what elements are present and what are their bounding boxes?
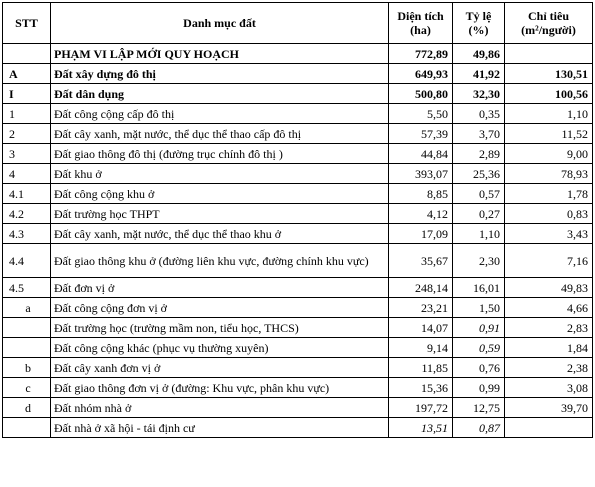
cell-stt: 4.4 [3, 244, 51, 278]
cell-category: Đất trường học (trường mầm non, tiểu học, THCS) [51, 318, 389, 338]
cell-area: 649,93 [389, 64, 453, 84]
cell-stt: c [3, 378, 51, 398]
cell-area: 17,09 [389, 224, 453, 244]
cell-stt: I [3, 84, 51, 104]
cell-ratio: 0,57 [453, 184, 505, 204]
cell-stt: 4.2 [3, 204, 51, 224]
table-row [3, 298, 593, 318]
table-row [3, 378, 593, 398]
header-norm: Chỉ tiêu (m²/người) [505, 3, 593, 44]
cell-stt: a [3, 298, 51, 318]
cell-norm: 49,83 [505, 278, 593, 298]
cell-norm [505, 44, 593, 64]
table-row [3, 278, 593, 298]
cell-category: Đất giao thông đơn vị ở (đường: Khu vực, phân khu vực) [51, 378, 389, 398]
cell-ratio: 1,10 [453, 224, 505, 244]
cell-ratio: 0,76 [453, 358, 505, 378]
cell-area: 44,84 [389, 144, 453, 164]
cell-norm: 3,08 [505, 378, 593, 398]
cell-area: 13,51 [389, 418, 453, 438]
header-ratio: Tỷ lệ (%) [453, 3, 505, 44]
cell-norm [505, 418, 593, 438]
cell-norm: 9,00 [505, 144, 593, 164]
table-row [3, 144, 593, 164]
cell-category: Đất công cộng đơn vị ở [51, 298, 389, 318]
cell-ratio: 2,89 [453, 144, 505, 164]
cell-category: Đất công cộng cấp đô thị [51, 104, 389, 124]
cell-area: 197,72 [389, 398, 453, 418]
cell-area: 5,50 [389, 104, 453, 124]
cell-stt: 1 [3, 104, 51, 124]
cell-category: Đất nhà ở xã hội - tái định cư [51, 418, 389, 438]
cell-area: 772,89 [389, 44, 453, 64]
table-row [3, 338, 593, 358]
cell-ratio: 32,30 [453, 84, 505, 104]
table-row [3, 104, 593, 124]
cell-ratio: 0,27 [453, 204, 505, 224]
cell-area: 35,67 [389, 244, 453, 278]
cell-stt: 4 [3, 164, 51, 184]
cell-category: Đất công cộng khu ở [51, 184, 389, 204]
cell-norm: 130,51 [505, 64, 593, 84]
cell-category: Đất khu ở [51, 164, 389, 184]
cell-norm: 39,70 [505, 398, 593, 418]
cell-norm: 7,16 [505, 244, 593, 278]
cell-area: 500,80 [389, 84, 453, 104]
cell-stt: 4.3 [3, 224, 51, 244]
table-row [3, 124, 593, 144]
cell-norm: 11,52 [505, 124, 593, 144]
land-use-table [2, 2, 593, 438]
cell-norm: 1,78 [505, 184, 593, 204]
cell-category: Đất cây xanh, mặt nước, thể dục thể thao khu ở [51, 224, 389, 244]
header-row [3, 3, 593, 44]
cell-norm: 78,93 [505, 164, 593, 184]
cell-norm: 2,38 [505, 358, 593, 378]
cell-stt: 3 [3, 144, 51, 164]
cell-stt [3, 44, 51, 64]
cell-area: 8,85 [389, 184, 453, 204]
cell-area: 15,36 [389, 378, 453, 398]
cell-category: Đất trường học THPT [51, 204, 389, 224]
cell-category: Đất cây xanh, mặt nước, thể dục thể thao cấp đô thị [51, 124, 389, 144]
table-row [3, 418, 593, 438]
cell-category: Đất giao thông khu ở (đường liên khu vực, đường chính khu vực) [51, 244, 389, 278]
cell-stt [3, 318, 51, 338]
table-row [3, 318, 593, 338]
table-row [3, 44, 593, 64]
cell-ratio: 49,86 [453, 44, 505, 64]
cell-category: Đất đơn vị ở [51, 278, 389, 298]
cell-ratio: 0,59 [453, 338, 505, 358]
cell-norm: 1,84 [505, 338, 593, 358]
cell-ratio: 0,35 [453, 104, 505, 124]
header-area: Diện tích (ha) [389, 3, 453, 44]
cell-area: 4,12 [389, 204, 453, 224]
cell-category: Đất xây dựng đô thị [51, 64, 389, 84]
cell-category: Đất dân dụng [51, 84, 389, 104]
cell-stt: b [3, 358, 51, 378]
cell-stt [3, 338, 51, 358]
cell-ratio: 2,30 [453, 244, 505, 278]
header-stt: STT [3, 3, 51, 44]
cell-category: Đất giao thông đô thị (đường trục chính đô thị ) [51, 144, 389, 164]
cell-area: 248,14 [389, 278, 453, 298]
cell-area: 11,85 [389, 358, 453, 378]
cell-ratio: 3,70 [453, 124, 505, 144]
table-body [3, 44, 593, 438]
table-row [3, 84, 593, 104]
cell-area: 393,07 [389, 164, 453, 184]
cell-category: PHẠM VI LẬP MỚI QUY HOẠCH [51, 44, 389, 64]
cell-norm: 1,10 [505, 104, 593, 124]
cell-stt: d [3, 398, 51, 418]
table-row [3, 224, 593, 244]
cell-ratio: 0,87 [453, 418, 505, 438]
table-row [3, 398, 593, 418]
cell-ratio: 25,36 [453, 164, 505, 184]
table-row [3, 204, 593, 224]
cell-area: 9,14 [389, 338, 453, 358]
cell-stt: 4.5 [3, 278, 51, 298]
cell-stt [3, 418, 51, 438]
cell-category: Đất nhóm nhà ở [51, 398, 389, 418]
cell-stt: 4.1 [3, 184, 51, 204]
cell-norm: 2,83 [505, 318, 593, 338]
cell-area: 23,21 [389, 298, 453, 318]
cell-area: 57,39 [389, 124, 453, 144]
cell-stt: 2 [3, 124, 51, 144]
cell-category: Đất cây xanh đơn vị ở [51, 358, 389, 378]
cell-ratio: 0,99 [453, 378, 505, 398]
table-row [3, 184, 593, 204]
cell-ratio: 1,50 [453, 298, 505, 318]
table-row [3, 358, 593, 378]
table-row [3, 244, 593, 278]
cell-norm: 100,56 [505, 84, 593, 104]
header-category: Danh mục đất [51, 3, 389, 44]
cell-ratio: 16,01 [453, 278, 505, 298]
cell-ratio: 12,75 [453, 398, 505, 418]
cell-ratio: 41,92 [453, 64, 505, 84]
cell-norm: 3,43 [505, 224, 593, 244]
cell-category: Đất công cộng khác (phục vụ thường xuyên) [51, 338, 389, 358]
cell-norm: 4,66 [505, 298, 593, 318]
table-row [3, 64, 593, 84]
cell-norm: 0,83 [505, 204, 593, 224]
table-row [3, 164, 593, 184]
cell-ratio: 0,91 [453, 318, 505, 338]
cell-area: 14,07 [389, 318, 453, 338]
cell-stt: A [3, 64, 51, 84]
